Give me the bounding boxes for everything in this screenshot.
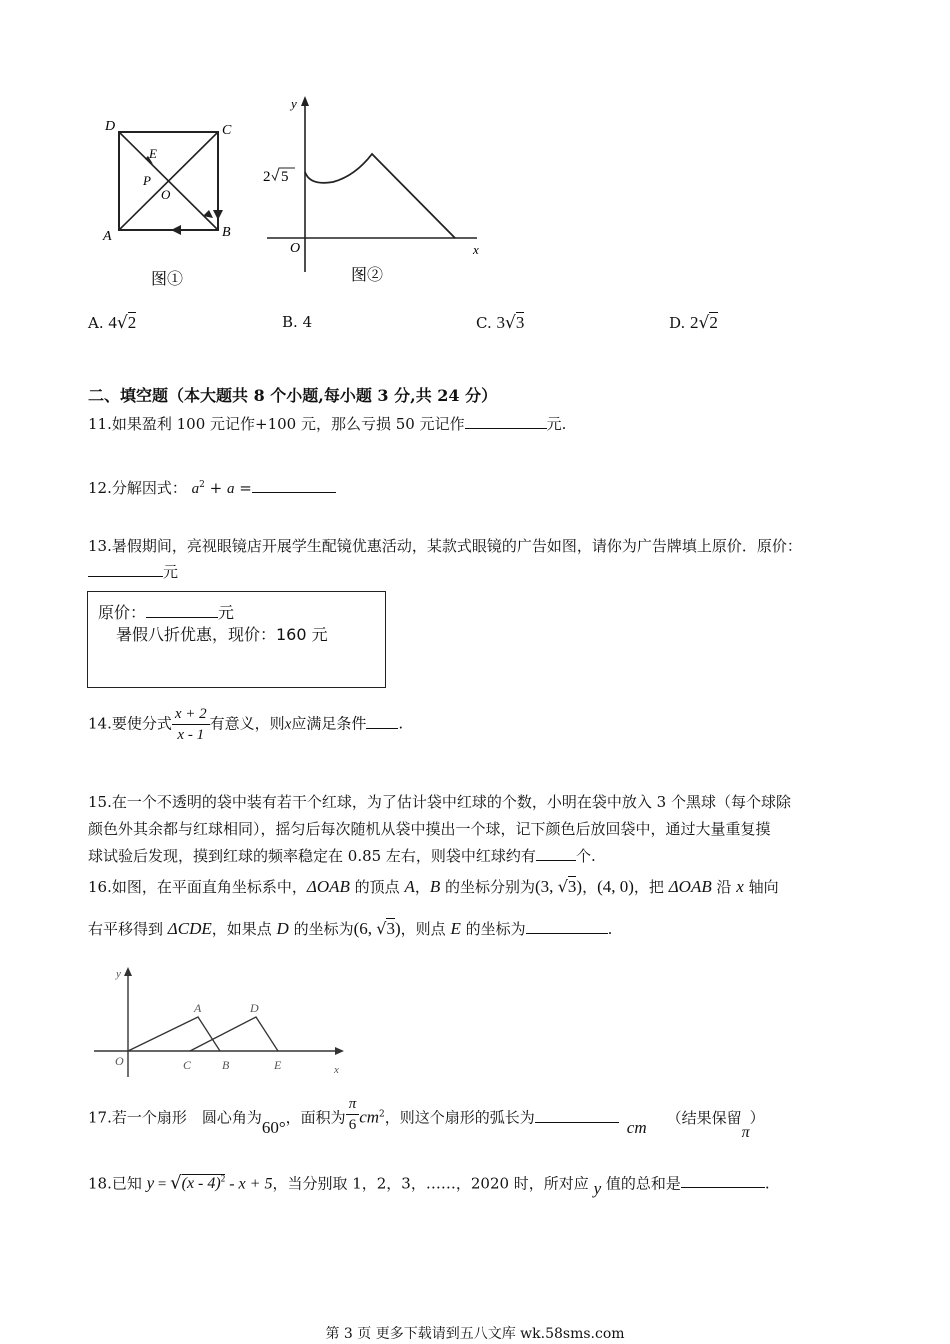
x-axis-label: x [473, 242, 479, 257]
y-tick-coef: 2 [263, 169, 271, 185]
q17-angle: 60° [261, 1117, 286, 1137]
question-11 [88, 412, 566, 436]
q14-text: 14.要使分式 [88, 714, 172, 733]
q18-rad-inner: (x - 4) [181, 1175, 221, 1193]
triangle-cde [190, 1017, 278, 1051]
q18-rest: - x + 5 [225, 1175, 273, 1193]
q14-end: . [398, 714, 404, 733]
q15-line2: 颜色外其余都与红球相同），摇匀后每次随机从袋中摸出一个球，记下颜色后放回袋中，通过大量重复摸 [88, 820, 771, 838]
q14-mid: 有意义，则 [209, 714, 285, 733]
q16-triangle-cde: ΔCDE [167, 919, 212, 938]
q17-unit-exp: 2 [379, 1109, 385, 1120]
q16-answer-blank[interactable] [526, 919, 608, 934]
q17-unit-cm: cm [626, 1117, 647, 1137]
q18-end: . [764, 1174, 770, 1193]
q16-x-var: x [736, 877, 744, 896]
q13-post: 元 [163, 563, 179, 581]
fig3-label-e: E [274, 1058, 282, 1072]
q16-point-d: D [276, 919, 289, 938]
q14-fraction [172, 704, 210, 745]
option-c-rad: 3 [515, 313, 525, 332]
triangle-oab [128, 1017, 220, 1051]
question-15 [88, 789, 888, 870]
sqrt-icon: √ [698, 313, 710, 333]
y-axis-arrow-icon [301, 96, 309, 106]
sqrt-icon: √ [376, 919, 387, 938]
q17-post: ，则这个扇形的弧长为 [384, 1108, 535, 1127]
q16-line2-text-5: 的坐标为 [460, 920, 526, 938]
ad-line-2: 暑假八折优惠，现价：160 元 [116, 625, 328, 644]
origin-label: O [290, 241, 301, 256]
option-a-coef: 4 [108, 313, 117, 332]
figure-3-svg [90, 965, 350, 1080]
q18-mid: ，当分别取 1，2，3，……，2020 时，所对应 [272, 1174, 594, 1193]
ad-board [87, 591, 386, 688]
q16-text-3: ， [414, 878, 430, 896]
q16-text-2: 的顶点 [349, 878, 405, 896]
option-b-value: 4 [302, 313, 313, 331]
fig3-x-label: x [334, 1064, 339, 1076]
q18-post: 值的总和是 [601, 1174, 681, 1193]
fig3-x-arrow-icon [335, 1047, 344, 1055]
q18-rad-exp: 2 [220, 1174, 226, 1184]
figure-3 [90, 965, 350, 1080]
ad-price-blank [146, 602, 218, 618]
figure-1-svg [95, 112, 245, 297]
q16-text-8: 轴向 [743, 878, 779, 896]
figure-2-svg [255, 92, 495, 292]
q12-exp: 2 [199, 480, 205, 490]
q18-y2: y [593, 1179, 602, 1199]
fig3-label-b: B [222, 1058, 230, 1072]
q16-coord-a-post: ) [576, 877, 583, 896]
ad-original-unit: 元 [218, 603, 235, 622]
q18-text: 18.已知 [88, 1174, 147, 1193]
q18-y: y [146, 1173, 155, 1193]
q16-line2-text-2: ，如果点 [211, 920, 277, 938]
question-16 [88, 876, 898, 940]
q15-answer-blank[interactable] [536, 846, 576, 861]
q16-text-4: 的坐标分别为 [440, 878, 536, 896]
q14-var: x [284, 716, 292, 733]
q16-line2-text: 右平移得到 [88, 920, 168, 938]
figure-2 [255, 92, 495, 292]
sqrt-icon: √ [505, 313, 516, 333]
arrow-ba-icon [171, 225, 181, 235]
fig3-label-d: D [250, 1001, 259, 1015]
sqrt-icon: √ [116, 313, 128, 333]
q18-answer-blank[interactable] [681, 1173, 765, 1188]
figure-2-caption: 图② [351, 267, 384, 284]
q17-answer-blank[interactable] [535, 1108, 619, 1123]
section-2-title: 二、填空题（本大题共 8 个小题,每小题 3 分,共 24 分） [88, 386, 498, 405]
q16-end: . [607, 920, 613, 938]
q12-answer-blank[interactable] [252, 478, 336, 493]
question-12 [88, 473, 336, 501]
q17-fraction-den: 6 [348, 1117, 357, 1133]
q17-note-pi: π [741, 1123, 750, 1141]
q14-denominator: x - 1 [177, 727, 205, 743]
q17-fraction [346, 1094, 360, 1135]
option-d-coef: 2 [690, 313, 699, 332]
label-b: B [222, 225, 231, 240]
question-17 [88, 1098, 908, 1139]
figure-1-caption: 图① [151, 271, 184, 288]
q17-note: （结果保留 [666, 1108, 742, 1127]
q16-coord-a-rad: 3 [567, 877, 577, 896]
option-a[interactable] [88, 313, 136, 333]
y-axis-label: y [291, 96, 297, 111]
figure-1 [95, 112, 245, 297]
option-b-letter: B. [282, 313, 298, 331]
q16-coord-b: (4, 0) [597, 877, 634, 896]
label-e: E [149, 146, 157, 161]
y-tick-rad: 5 [281, 169, 289, 185]
q15-line3-post: 个. [575, 847, 596, 865]
q16-coord-a-pre: (3, [535, 877, 558, 896]
option-c-coef: 3 [496, 313, 505, 332]
option-a-rad: 2 [127, 313, 137, 332]
q11-post: 元. [546, 415, 567, 433]
label-d: D [105, 119, 116, 134]
fig3-label-a: A [194, 1001, 202, 1015]
q15-line1: 15.在一个不透明的袋中装有若干个红球，为了估计袋中红球的个数，小明在袋中放入 3 个黑球（每个球除 [88, 793, 791, 811]
option-d-rad: 2 [709, 313, 718, 332]
q16-triangle-oab: ΔOAB [306, 877, 350, 896]
q16-triangle-oab-2: ΔOAB [668, 877, 712, 896]
q16-coord-d-pre: (6, [353, 919, 377, 938]
ad-line-1 [98, 600, 234, 623]
q12-plus: + [204, 479, 227, 497]
q15-line3: 球试验后发现，摸到红球的频率稳定在 0.85 左右，则袋中红球约有 [88, 847, 536, 865]
ad-original-label: 原价： [98, 603, 147, 622]
arrow-cb-icon [213, 210, 223, 220]
q13-answer-blank[interactable] [88, 562, 163, 577]
q16-coord-d-post: ) [394, 919, 401, 938]
q14-post: 应满足条件 [291, 714, 367, 733]
q18-radicand [182, 1174, 226, 1192]
option-d-letter: D. [669, 314, 686, 332]
option-a-letter: A. [88, 314, 104, 332]
sqrt-icon: √ [170, 1172, 182, 1194]
q12-var2: a [226, 481, 235, 497]
q17-fraction-num: π [346, 1094, 360, 1115]
q16-line2-text-4: ，则点 [400, 920, 451, 938]
graph-curve [305, 154, 455, 238]
label-p: P [143, 173, 151, 188]
q17-unit-cm2: cm [359, 1107, 380, 1127]
label-c: C [222, 123, 232, 138]
q16-text: 16.如图，在平面直角坐标系中， [88, 878, 307, 896]
fig3-label-c: C [183, 1058, 192, 1072]
fig3-label-o: O [115, 1054, 124, 1068]
q16-line2-text-3: 的坐标为 [288, 920, 354, 938]
question-14 [88, 704, 403, 745]
q14-answer-blank[interactable] [366, 714, 398, 729]
option-c-letter: C. [476, 314, 492, 332]
q17-note-post: ） [749, 1108, 765, 1127]
q12-eq: = [234, 479, 252, 497]
label-o: O [161, 187, 171, 202]
q16-text-5: ， [582, 878, 598, 896]
page-footer: 第 3 页 更多下载请到五八文库 wk.58sms.com [325, 1326, 625, 1342]
q16-point-a: A [404, 877, 415, 896]
q12-text: 12.分解因式： [88, 479, 187, 497]
q17-mid: ，面积为 [285, 1108, 346, 1127]
q18-eq: = [154, 1176, 171, 1193]
q16-text-6: ，把 [633, 878, 669, 896]
q16-point-b: B [429, 877, 441, 896]
q17-text: 17.若一个扇形 圆心角为 [88, 1108, 262, 1127]
q11-answer-blank[interactable] [465, 414, 547, 429]
option-b[interactable] [282, 313, 312, 331]
option-d[interactable] [669, 313, 718, 333]
option-c[interactable] [476, 313, 524, 333]
question-13 [88, 534, 888, 584]
sqrt-icon: √ [557, 877, 568, 896]
q16-coord-d-rad: 3 [386, 919, 395, 938]
fig3-y-label: y [116, 968, 121, 980]
q11-text: 11.如果盈利 100 元记作+100 元，那么亏损 50 元记作 [88, 415, 465, 433]
q16-point-e: E [450, 919, 461, 938]
q13-line1: 13.暑假期间，亮视眼镜店开展学生配镜优惠活动，某款式眼镜的广告如图，请你为广告牌填上原价．原价： [88, 537, 802, 555]
fig3-y-arrow-icon [124, 967, 132, 976]
q14-numerator: x + 2 [172, 704, 210, 725]
q12-var: a [191, 481, 200, 497]
q16-text-7: 沿 [711, 878, 737, 896]
question-18 [88, 1167, 908, 1199]
label-a: A [103, 229, 112, 244]
